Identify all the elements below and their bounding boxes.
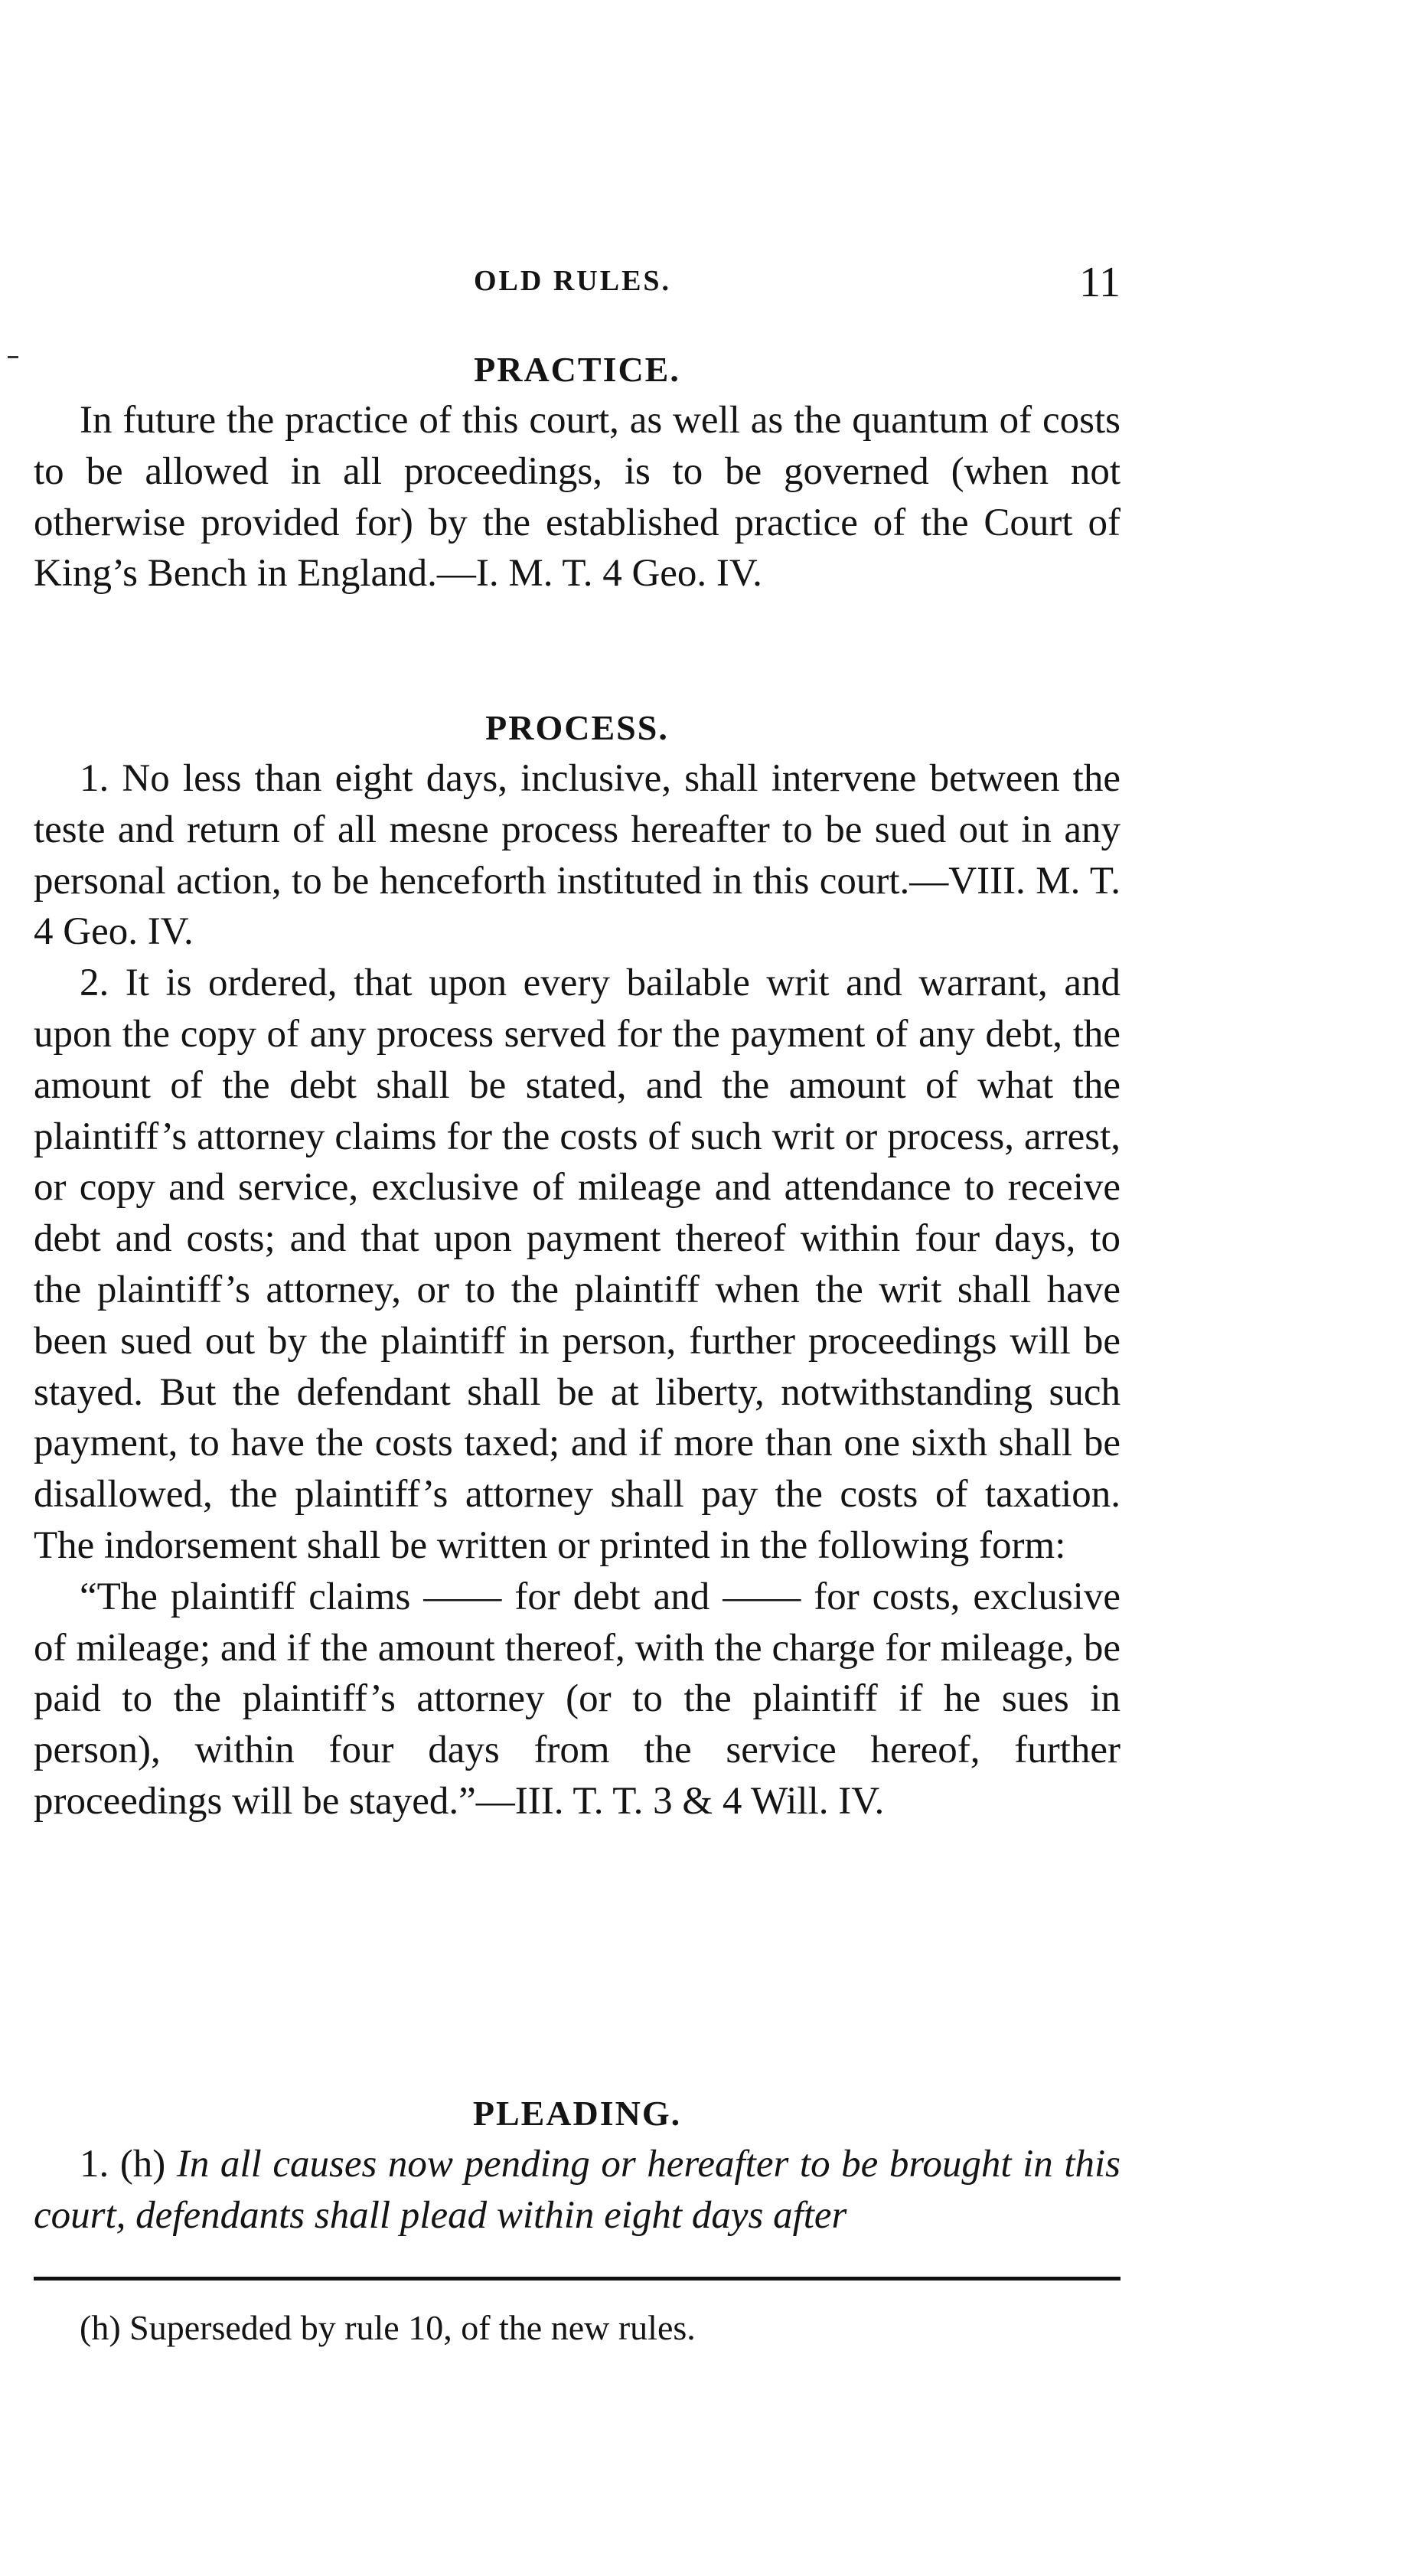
process-indorsement-quote: “The plaintiff claims —— for debt and —— for costs, exclusive of mileage; and if the amount thereof, with the charge for mileage, be paid to the plaintiff’s attorney (or to the plaintiff if he sues in person), within four days from the service hereof, further proceedings will be stayed.”—III. T. T. 3 & 4 Will. IV. <box>34 1575 1121 1823</box>
process-rule-1: 1. No less than eight days, inclusive, shall intervene between the teste and return of all mesne process hereafter to be sued out in any personal action, to be henceforth instituted in this court.—VIII. M. T. 4 Geo. IV. <box>34 757 1121 954</box>
running-head <box>34 259 1121 310</box>
running-title: OLD RULES. <box>474 265 672 297</box>
footnote: (h) Superseded by rule 10, of the new rules. <box>80 2308 696 2347</box>
process-rule-2: 2. It is ordered, that upon every bailable writ and warrant, and upon the copy of any process served for the payment of any debt, the amount of the debt shall be stated, and the amount of what the plaintiff’s attorney claims for the costs of such writ or process, arrest, or copy and service, exclusive of mileage and attendance to receive debt and costs; and that upon payment thereof within four days, to the plaintiff’s attorney, or to the plaintiff when the writ shall have been sued out by the plaintiff in person, further proceedings will be stayed. But the defendant shall be at liberty, notwithstanding such payment, to have the costs taxed; and if more than one sixth shall be disallowed, the plaintiff’s attorney shall pay the costs of taxation. The indorsement shall be written or printed in the following form: <box>34 962 1121 1567</box>
pleading-section <box>34 2088 1121 2241</box>
footnote-divider <box>34 2277 1121 2281</box>
process-heading: PROCESS. <box>485 708 669 747</box>
practice-section <box>34 344 1121 599</box>
pleading-heading: PLEADING. <box>472 2094 682 2133</box>
page-number: 11 <box>1079 259 1121 306</box>
margin-mark <box>8 356 18 358</box>
pleading-rule-1 <box>34 2139 1121 2241</box>
pleading-rule-1-text: In all causes now pending or hereafter to be brought in this court, defendants shall plead within eight days after <box>34 2143 1121 2237</box>
practice-heading: PRACTICE. <box>474 350 680 389</box>
pleading-rule-1-number: 1. (h) <box>80 2143 166 2186</box>
process-section <box>34 703 1121 1827</box>
practice-paragraph: In future the practice of this court, as well as the quantum of costs to be allowed in all proceedings, is to be governed (when not otherwise provided for) by the established practice of the Court of King’s Bench in England.—I. M. T. 4 Geo. IV. <box>34 399 1121 596</box>
